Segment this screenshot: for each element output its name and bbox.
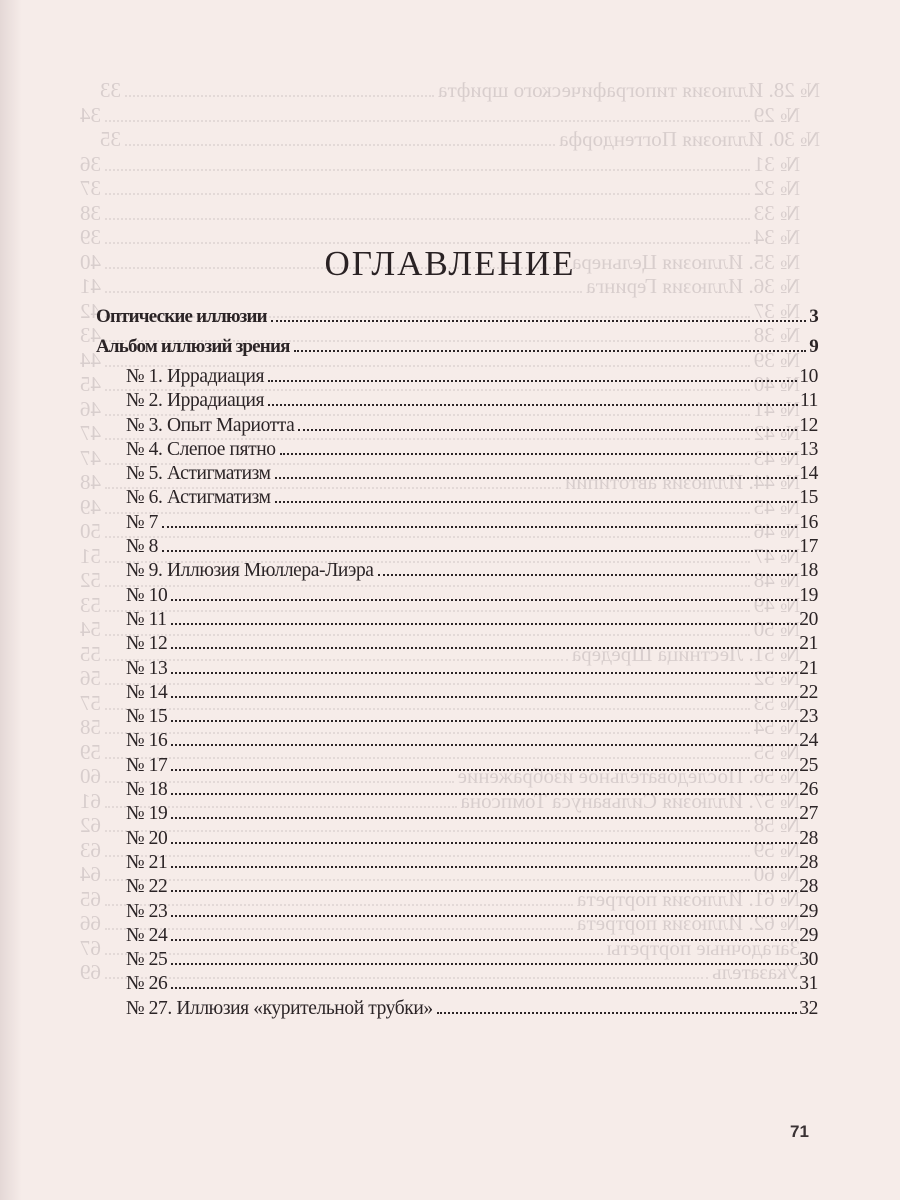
toc-page-number: 28: [799, 827, 818, 849]
toc-item-label: № 14: [126, 681, 168, 703]
bleed-through-page: 56: [80, 666, 101, 690]
bleed-through-row: [100, 78, 820, 103]
toc-item-label: № 10: [126, 584, 168, 606]
dot-leader: [171, 769, 797, 771]
bleed-through-page: 35: [100, 127, 121, 151]
bleed-through-label: № 47: [753, 543, 800, 568]
toc-item[interactable]: [96, 852, 818, 876]
toc-page-number: 17: [799, 536, 818, 558]
toc-item-label: № 13: [126, 657, 168, 679]
bleed-through-label: № 48: [753, 568, 800, 592]
toc-item[interactable]: [96, 779, 818, 803]
bleed-through-page: 45: [80, 372, 101, 396]
dot-leader: [268, 404, 798, 406]
dot-leader: [171, 599, 797, 601]
dot-leader: [437, 1012, 798, 1014]
bleed-through-page: 61: [80, 788, 101, 813]
toc-page-number: 28: [799, 851, 818, 873]
toc-page-number: 20: [799, 608, 818, 630]
toc-item[interactable]: [96, 828, 818, 852]
bleed-through-label: № 59: [753, 837, 800, 862]
toc-section-optical-illusions[interactable]: [96, 306, 818, 336]
toc-page-number: 3: [809, 306, 818, 327]
toc-section-label: Оптические иллюзии: [96, 306, 267, 327]
dot-leader: [171, 842, 797, 844]
dot-leader: [271, 320, 806, 322]
dot-leader: [171, 696, 797, 698]
toc-page-number: 32: [799, 997, 818, 1019]
toc-item-label: № 12: [126, 633, 168, 655]
toc-item[interactable]: [96, 366, 818, 390]
toc-item-list: [96, 366, 818, 1022]
bleed-through-row: [80, 152, 820, 177]
bleed-through-label: № 42: [753, 421, 800, 445]
toc-item-label: № 17: [126, 754, 168, 776]
toc-item-label: № 15: [126, 706, 168, 728]
bleed-through-label: № 53: [753, 690, 800, 715]
bleed-through-page: 52: [80, 568, 101, 592]
bleed-through-label: № 37: [753, 298, 800, 323]
bleed-through-page: 47: [80, 421, 101, 445]
toc-item[interactable]: [96, 949, 818, 973]
bleed-through-page: 63: [80, 837, 101, 862]
toc-item-label: № 6. Астигматизм: [126, 487, 271, 509]
bleed-through-page: 42: [80, 298, 101, 323]
bleed-through-page: 58: [80, 715, 101, 739]
toc-page-number: 24: [799, 730, 818, 752]
bleed-through-page: 66: [80, 911, 101, 935]
bleed-through-page: 67: [80, 935, 101, 960]
bleed-through-page: 64: [80, 862, 101, 886]
dot-leader: [171, 623, 798, 625]
toc-item[interactable]: [96, 415, 818, 439]
dot-leader: [171, 866, 797, 868]
dot-leader: [171, 817, 797, 819]
bleed-through-page: 69: [80, 960, 101, 984]
toc-page-number: 18: [799, 560, 818, 582]
dot-leader: [171, 890, 797, 892]
toc-item-label: № 18: [126, 779, 168, 801]
bleed-through-page: 38: [80, 200, 101, 225]
bleed-through-label: № 56. Последовательное изображение: [457, 764, 800, 788]
toc-page-number: 21: [799, 633, 818, 655]
toc-item[interactable]: [96, 925, 818, 949]
bleed-through-page: 50: [80, 519, 101, 543]
toc-page-number: 31: [799, 973, 818, 995]
dot-leader: [171, 987, 797, 989]
bleed-through-label: № 51. Лестница Шредера: [571, 641, 800, 666]
bleed-through-label: № 52: [753, 666, 800, 690]
dot-leader: [171, 963, 797, 965]
bleed-through-label: № 62. Иллюзия портрета: [576, 911, 800, 935]
toc-page-number: 10: [799, 366, 818, 387]
page-number: 71: [790, 1122, 809, 1141]
bleed-through-page: 39: [80, 225, 101, 249]
bleed-through-page: 46: [80, 396, 101, 421]
toc-item-label: № 19: [126, 803, 168, 825]
bleed-through-row: [80, 176, 820, 201]
toc-item[interactable]: [96, 876, 818, 900]
bleed-through-row: [80, 201, 820, 226]
dot-leader: [171, 720, 797, 722]
bleed-through-page: 36: [80, 151, 101, 176]
toc-page-number: 19: [799, 584, 818, 606]
toc-page-number: 16: [799, 511, 818, 533]
toc-section-illusion-album[interactable]: [96, 336, 818, 366]
toc-item[interactable]: [96, 609, 818, 633]
bleed-through-label: № 39: [753, 347, 800, 372]
toc-item-label: № 22: [126, 876, 168, 898]
dot-leader: [105, 169, 750, 171]
bleed-through-label: № 43: [753, 445, 800, 470]
bleed-through-label: № 34: [753, 225, 800, 249]
bleed-through-label: № 40: [753, 372, 800, 396]
dot-leader: [171, 915, 797, 917]
toc-item[interactable]: [96, 658, 818, 682]
bleed-through-page: 48: [80, 470, 101, 494]
dot-leader: [105, 291, 582, 293]
toc-item[interactable]: [96, 901, 818, 925]
toc-page-number: 23: [799, 706, 818, 728]
bleed-through-label: № 61. Иллюзия портрета: [576, 886, 800, 911]
toc-page-number: 12: [799, 414, 818, 436]
toc-page-number: 27: [799, 803, 818, 825]
bleed-through-label: Загадочные портреты: [606, 935, 800, 960]
bleed-through-label: № 46: [753, 519, 800, 543]
bleed-through-label: № 50: [753, 617, 800, 641]
dot-leader: [105, 120, 750, 122]
toc-item[interactable]: [96, 973, 818, 997]
toc-page-number: 11: [800, 390, 818, 412]
page-gutter-shadow: [0, 0, 22, 1200]
toc-item[interactable]: [96, 536, 818, 560]
toc-item[interactable]: [96, 585, 818, 609]
toc-page-number: 21: [799, 657, 818, 679]
dot-leader: [171, 647, 797, 649]
toc-item[interactable]: [96, 803, 818, 827]
bleed-through-label: № 33: [753, 200, 800, 225]
bleed-through-row: [100, 127, 820, 152]
toc-item[interactable]: [96, 998, 818, 1022]
bleed-through-row: [80, 103, 820, 128]
toc-item-label: № 8: [126, 536, 159, 558]
toc-page-number: 9: [809, 336, 818, 357]
bleed-through-label: № 32: [753, 176, 800, 200]
bleed-through-label: № 31: [753, 151, 800, 176]
toc-item-label: № 3. Опыт Мариотта: [126, 414, 295, 436]
bleed-through-label: № 60: [753, 862, 800, 886]
dot-leader: [171, 939, 797, 941]
bleed-through-page: 59: [80, 739, 101, 764]
dot-leader: [105, 218, 750, 220]
toc-page-number: 25: [799, 754, 818, 776]
toc-item-label: № 2. Иррадиация: [126, 390, 265, 412]
dot-leader: [171, 793, 797, 795]
toc-item-label: № 1. Иррадиация: [126, 366, 265, 387]
toc-item[interactable]: [96, 682, 818, 706]
bleed-through-page: 44: [80, 347, 101, 372]
bleed-through-page: 57: [80, 690, 101, 715]
toc-item[interactable]: [96, 487, 818, 511]
bleed-through-label: № 36. Иллюзия Геринга: [586, 274, 800, 298]
toc-page-number: 29: [799, 900, 818, 922]
bleed-through-page: 34: [80, 102, 101, 127]
toc-item-label: № 21: [126, 851, 168, 873]
bleed-through-page: 62: [80, 813, 101, 837]
toc-item[interactable]: [96, 463, 818, 487]
bleed-through-label: № 49: [753, 592, 800, 617]
bleed-through-page: 54: [80, 617, 101, 641]
bleed-through-label: № 29: [753, 102, 800, 127]
toc-item-label: № 16: [126, 730, 168, 752]
bleed-through-page: 40: [80, 249, 101, 274]
dot-leader: [162, 550, 797, 552]
dot-leader: [105, 193, 750, 195]
dot-leader: [125, 144, 555, 146]
toc-item-label: № 27. Иллюзия «курительной трубки»: [126, 997, 433, 1019]
bleed-through-label: № 30. Иллюзия Поггендорфа: [559, 127, 820, 151]
dot-leader: [162, 526, 797, 528]
toc-item-label: № 5. Астигматизм: [126, 463, 271, 485]
bleed-through-page: 43: [80, 323, 101, 347]
dot-leader: [378, 574, 798, 576]
bleed-through-label: Указатель: [712, 960, 800, 984]
toc-page-number: 28: [799, 876, 818, 898]
toc-item-label: № 23: [126, 900, 168, 922]
dot-leader: [280, 453, 798, 455]
toc-item-label: № 11: [126, 608, 167, 630]
toc-page-number: 13: [799, 438, 818, 460]
toc-item[interactable]: [96, 755, 818, 779]
toc-page-number: 30: [799, 949, 818, 971]
bleed-through-page: 60: [80, 764, 101, 788]
bleed-through-label: № 38: [753, 323, 800, 347]
toc-item-label: № 9. Иллюзия Мюллера-Лиэра: [126, 560, 374, 582]
dot-leader: [275, 501, 798, 503]
bleed-through-label: № 28. Иллюзия типографического шрифта: [438, 78, 820, 102]
bleed-through-page: 53: [80, 592, 101, 617]
toc-item[interactable]: [96, 439, 818, 463]
dot-leader: [298, 429, 797, 431]
bleed-through-label: № 41: [753, 396, 800, 421]
toc-page-number: 14: [799, 463, 818, 485]
toc-item[interactable]: [96, 706, 818, 730]
toc-page-number: 26: [799, 779, 818, 801]
toc-item[interactable]: [96, 560, 818, 584]
bleed-through-label: № 35. Иллюзия Цельнера: [572, 249, 800, 274]
toc-item-label: № 20: [126, 827, 168, 849]
bleed-through-page: 65: [80, 886, 101, 911]
toc-section-label: Альбом иллюзий зрения: [96, 336, 290, 357]
bleed-through-page: 41: [80, 274, 101, 298]
bleed-through-page: 55: [80, 641, 101, 666]
toc-page-number: 15: [799, 487, 818, 509]
toc-item[interactable]: [96, 512, 818, 536]
toc-item-label: № 24: [126, 924, 168, 946]
bleed-through-label: № 45: [753, 494, 800, 519]
dot-leader: [171, 672, 797, 674]
bleed-through-label: № 57. Иллюзия Сильвануса Томпсона: [460, 788, 800, 813]
bleed-through-label: № 58: [753, 813, 800, 837]
dot-leader: [294, 350, 806, 352]
page-title: ОГЛАВЛЕНИЕ: [324, 244, 576, 283]
toc-item[interactable]: [96, 390, 818, 414]
toc-item[interactable]: [96, 633, 818, 657]
bleed-through-page: 33: [100, 78, 121, 102]
bleed-through-page: 49: [80, 494, 101, 519]
toc-page-number: 22: [799, 681, 818, 703]
bleed-through-page: 37: [80, 176, 101, 200]
dot-leader: [275, 477, 798, 479]
toc-page-number: 29: [799, 924, 818, 946]
toc-item-label: № 4. Слепое пятно: [126, 438, 276, 460]
bleed-through-page: 47: [80, 445, 101, 470]
dot-leader: [171, 744, 797, 746]
bleed-through-label: № 55: [753, 739, 800, 764]
bleed-through-label: № 54: [753, 715, 800, 739]
dot-leader: [268, 380, 797, 382]
toc-item-label: № 25: [126, 949, 168, 971]
toc-item-label: № 7: [126, 511, 159, 533]
table-of-contents: [96, 306, 818, 1022]
bleed-through-label: № 44. Иллюзия автотипии: [564, 470, 800, 494]
toc-item[interactable]: [96, 730, 818, 754]
toc-item-label: № 26: [126, 973, 168, 995]
bleed-through-page: 51: [80, 543, 101, 568]
dot-leader: [125, 95, 434, 97]
